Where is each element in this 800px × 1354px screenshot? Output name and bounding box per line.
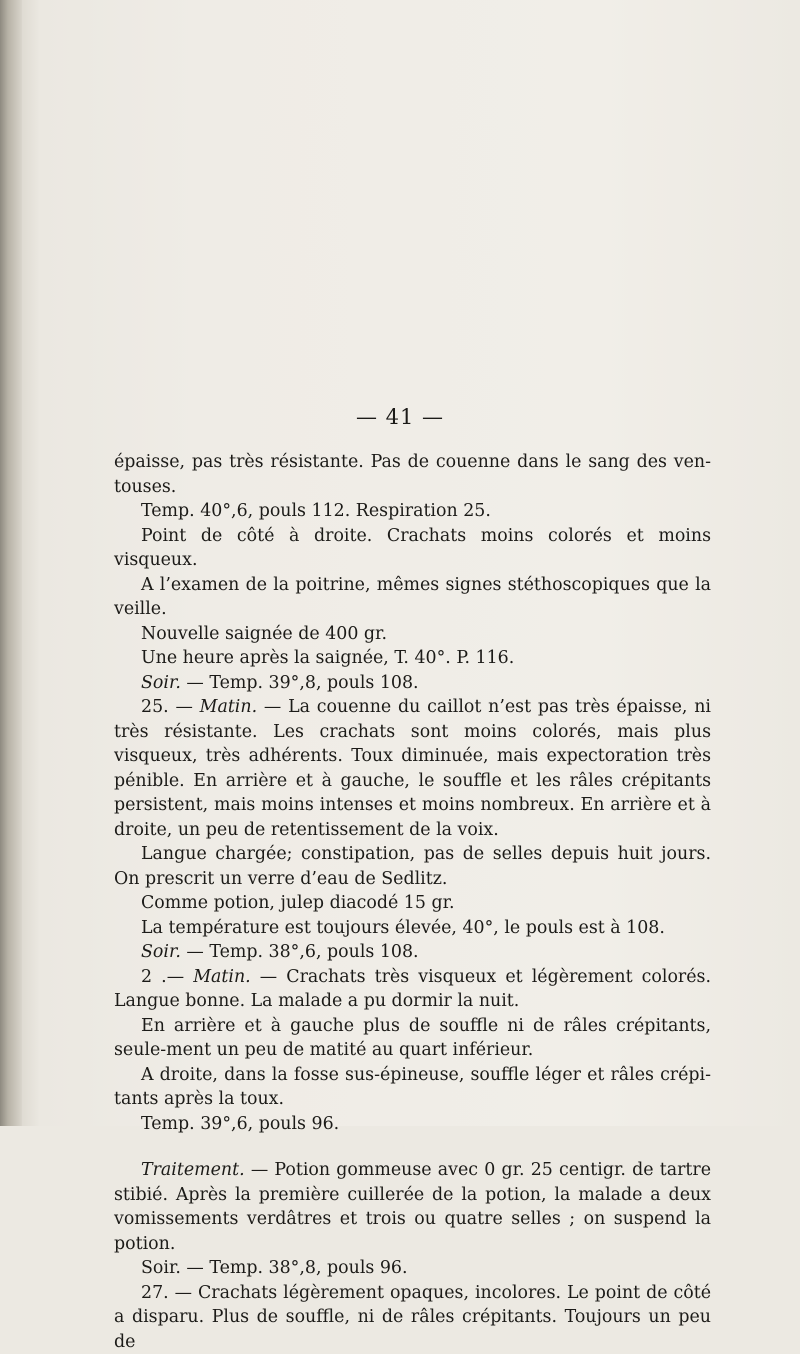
paragraph-6: [114, 646, 711, 671]
paragraph-13: [114, 965, 711, 1014]
paragraph-17: [114, 1158, 711, 1256]
paragraph-3: [114, 524, 711, 573]
italic-label: Traitement.: [141, 1160, 245, 1180]
paragraph-text: — Temp. 38°,6, pouls 108.: [181, 942, 419, 962]
paragraph-text: Langue chargée; constipation, pas de selles depuis huit jours. On prescrit un verre d’eau de Sedlitz.: [114, 844, 711, 889]
paragraph-text: Nouvelle saignée de 400 gr.: [141, 624, 387, 644]
italic-label: Soir.: [141, 673, 181, 693]
paragraph-18: [114, 1256, 711, 1281]
page-number: — 41 —: [0, 405, 800, 429]
paragraph-8: [114, 695, 711, 842]
italic-label: Matin.: [200, 697, 257, 717]
paragraph-19: [114, 1281, 711, 1354]
paragraph-10: [114, 891, 711, 916]
paragraph-text: Temp. 40°,6, pouls 112. Respiration 25.: [141, 501, 491, 521]
paragraph-text: La température est toujours élevée, 40°, le pouls est à 108.: [141, 918, 665, 938]
paragraph-text: 27. — Crachats légèrement opaques, incolores. Le point de côté a disparu. Plus de souffle, ni de râles crépitants. Toujours un peu de: [114, 1283, 711, 1352]
paragraph-text: — Potion gommeuse avec 0 gr. 25 centigr. de tartre stibié. Après la première cuillerée de la potion, la malade a deux vomissements verdâtres et trois ou quatre selles ; on suspend la potion.: [114, 1160, 711, 1254]
paragraph-text: Point de côté à droite. Crachats moins colorés et moins visqueux.: [114, 526, 711, 571]
paragraph-lead: 25. —: [141, 697, 200, 717]
paragraph-text: En arrière et à gauche plus de souffle ni de râles crépitants, seule-ment un peu de matité au quart inférieur.: [114, 1016, 711, 1061]
paragraph-text: Soir. — Temp. 38°,8, pouls 96.: [141, 1258, 408, 1278]
section-gap: [114, 1136, 711, 1158]
paragraph-text: — Temp. 39°,8, pouls 108.: [181, 673, 419, 693]
paragraph-text: Temp. 39°,6, pouls 96.: [141, 1114, 339, 1134]
italic-label: Matin.: [193, 967, 250, 987]
paragraph-lead: 2 .—: [141, 967, 193, 987]
paragraph-2: [114, 499, 711, 524]
paragraph-7: [114, 671, 711, 696]
paragraph-16: [114, 1112, 711, 1137]
italic-label: Soir.: [141, 942, 181, 962]
paragraph-text: — La couenne du caillot n’est pas très épaisse, ni très résistante. Les crachats sont moins colorés, mais plus visqueux, très adhérents. Toux diminuée, mais expectoration très pénible. En arrière et à gauche, le souffle et les râles crépitants persistent, mais moins intenses et moins nombreux. En arrière et à droite, un peu de retentissement de la voix.: [114, 697, 711, 840]
paragraph-text: A droite, dans la fosse sus-épineuse, souffle léger et râles crépi-tants après la toux.: [114, 1065, 711, 1110]
paragraph-text: épaisse, pas très résistante. Pas de couenne dans le sang des ven-touses.: [114, 452, 711, 497]
paragraph-4: [114, 573, 711, 622]
paragraph-9: [114, 842, 711, 891]
paragraph-text: Une heure après la saignée, T. 40°. P. 116.: [141, 648, 514, 668]
paragraph-14: [114, 1014, 711, 1063]
paragraph-12: [114, 940, 711, 965]
body-text: [114, 450, 711, 1354]
paragraph-1: [114, 450, 711, 499]
book-binding-edge: [0, 0, 22, 1126]
paragraph-text: — Crachats très visqueux et légèrement colorés. Langue bonne. La malade a pu dormir la nuit.: [114, 967, 711, 1012]
paragraph-text: Comme potion, julep diacodé 15 gr.: [141, 893, 455, 913]
paragraph-15: [114, 1063, 711, 1112]
paragraph-11: [114, 916, 711, 941]
paragraph-text: A l’examen de la poitrine, mêmes signes stéthoscopiques que la veille.: [114, 575, 711, 620]
paragraph-5: [114, 622, 711, 647]
